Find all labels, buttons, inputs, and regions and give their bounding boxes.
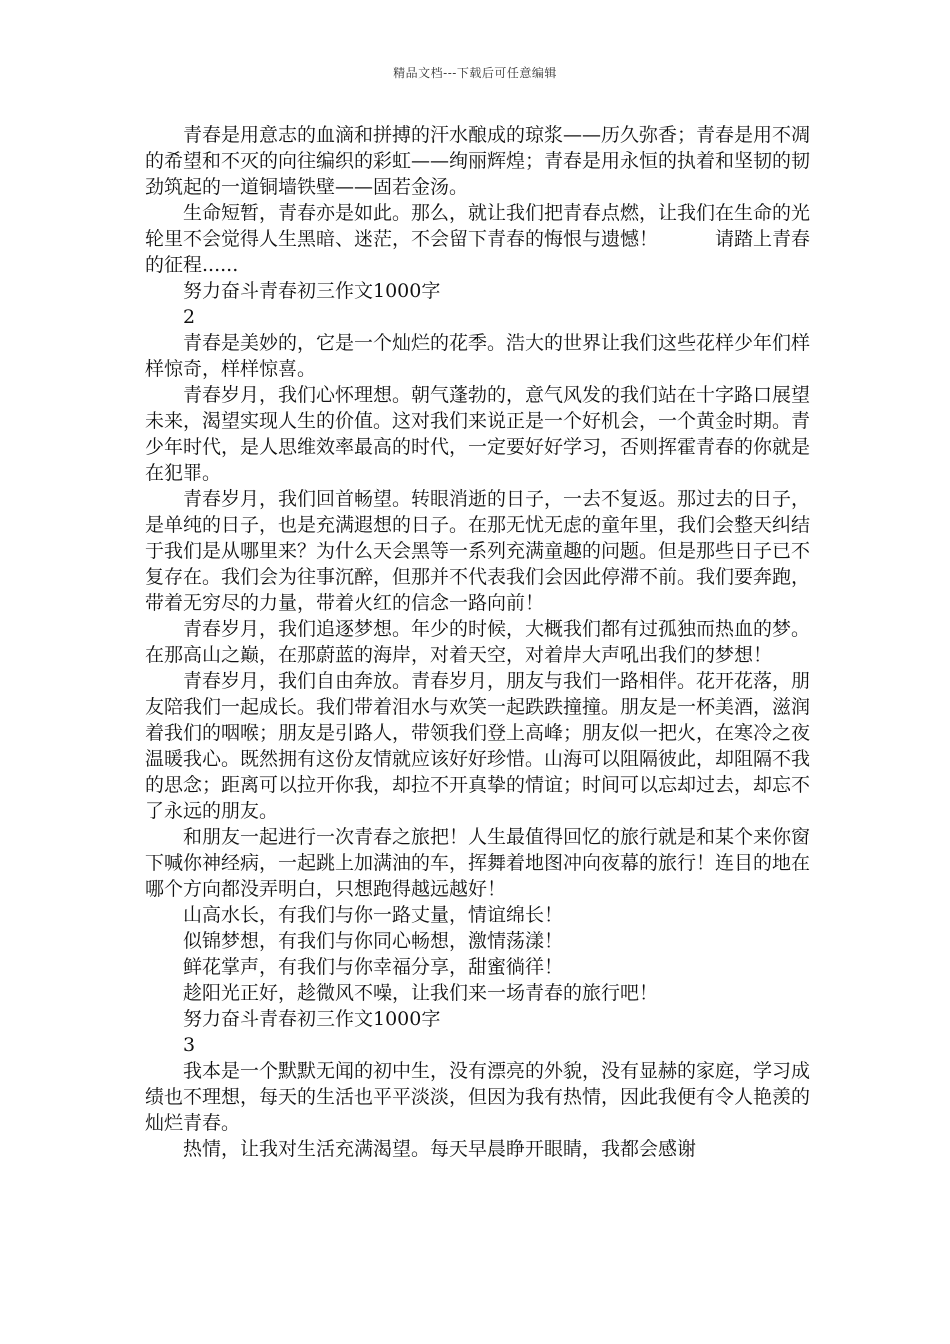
paragraph: 趁阳光正好，趁微风不噪，让我们来一场青春的旅行吧！ (183, 982, 659, 1004)
document-body (145, 122, 810, 1162)
essay-number: 3 (183, 1034, 196, 1056)
paragraph: 青春是美妙的，它是一个灿烂的花季。浩大的世界让我们这些花样少年们样样惊奇，样样惊喜。 (145, 332, 811, 380)
paragraph: 我本是一个默默无闻的初中生，没有漂亮的外貌，没有显赫的家庭，学习成绩也不理想，每天的生活也平平淡淡，但因为我有热情，因此我便有令人艳羡的灿烂青春。 (145, 1060, 811, 1134)
essay-title: 努力奋斗青春初三作文1000字 (183, 280, 441, 302)
paragraph: 青春岁月，我们心怀理想。朝气蓬勃的，意气风发的我们站在十字路口展望未来，渴望实现人生的价值。这对我们来说正是一个好机会，一个黄金时期。青少年时代，是人思维效率最高的时代，一定要好好学习，否则挥霍青春的你就是在犯罪。 (145, 384, 811, 484)
paragraph: 青春岁月，我们自由奔放。青春岁月，朋友与我们一路相伴。花开花落，朋友陪我们一起成长。我们带着泪水与欢笑一起跌跌撞撞。朋友是一杯美酒，滋润着我们的咽喉；朋友是引路人，带领我们登上高峰；朋友似一把火，在寒冷之夜温暖我心。既然拥有这份友情就应该好好珍惜。山海可以阻隔彼此，却阻隔不我的思念；距离可以拉开你我，却拉不开真挚的情谊；时间可以忘却过去，却忘不了永远的朋友。 (145, 670, 811, 822)
paragraph: 青春岁月，我们回首畅望。转眼消逝的日子，一去不复返。那过去的日子，是单纯的日子，也是充满遐想的日子。在那无忧无虑的童年里，我们会整天纠结于我们是从哪里来？为什么天会黑等一系列充满童趣的问题。但是那些日子已不复存在。我们会为往事沉醉，但那并不代表我们会因此停滞不前。我们要奔跑，带着无穷尽的力量，带着火红的信念一路向前！ (145, 488, 811, 614)
page-header: 精品文档---下载后可任意编辑 (393, 66, 557, 80)
paragraph: 热情，让我对生活充满渴望。每天早晨睁开眼睛，我都会感谢 (183, 1138, 697, 1160)
paragraph: 山高水长，有我们与你一路丈量，情谊绵长！ (183, 904, 564, 926)
paragraph: 鲜花掌声，有我们与你幸福分享，甜蜜徜徉！ (183, 956, 564, 978)
paragraph: 生命短暂，青春亦是如此。那么，就让我们把青春点燃，让我们在生命的光轮里不会觉得人生黑暗、迷茫，不会留下青春的悔恨与遗憾！ 请踏上青春的征程...... (145, 202, 811, 276)
essay-title: 努力奋斗青春初三作文1000字 (183, 1008, 441, 1030)
essay-number: 2 (183, 306, 196, 328)
paragraph: 青春岁月，我们追逐梦想。年少的时候，大概我们都有过孤独而热血的梦。在那高山之巅，在那蔚蓝的海岸，对着天空，对着岸大声吼出我们的梦想！ (145, 618, 811, 666)
paragraph: 似锦梦想，有我们与你同心畅想，激情荡漾！ (183, 930, 564, 952)
paragraph: 青春是用意志的血滴和拼搏的汗水酿成的琼浆——历久弥香；青春是用不凋的希望和不灭的向往编织的彩虹——绚丽辉煌；青春是用永恒的执着和坚韧的韧劲筑起的一道铜墙铁壁——固若金汤。 (145, 124, 811, 198)
paragraph: 和朋友一起进行一次青春之旅把！人生最值得回忆的旅行就是和某个来你窗下喊你神经病，一起跳上加满油的车，挥舞着地图冲向夜幕的旅行！连目的地在哪个方向都没弄明白，只想跑得越远越好！ (145, 826, 811, 900)
